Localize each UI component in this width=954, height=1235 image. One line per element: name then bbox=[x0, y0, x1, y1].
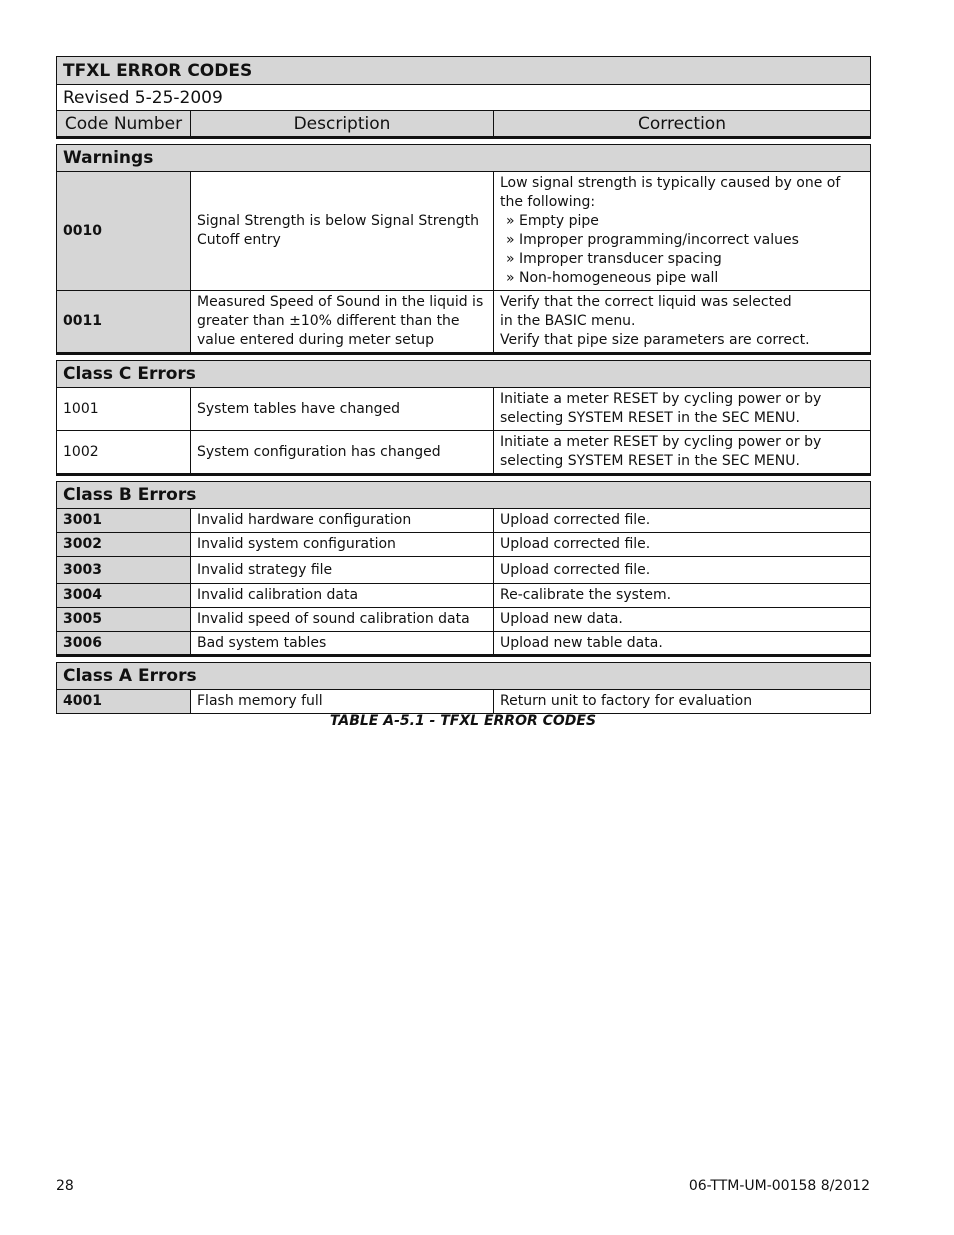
code-cell: 3004 bbox=[57, 584, 191, 608]
description-cell: System configuration has changed bbox=[191, 431, 494, 475]
revised-date: Revised 5-25-2009 bbox=[57, 85, 871, 111]
table-title: TFXL ERROR CODES bbox=[57, 57, 871, 85]
table-row bbox=[57, 584, 871, 608]
correction-cell: Upload new table data. bbox=[494, 632, 871, 656]
description-cell: Signal Strength is below Signal Strength Cutoff entry bbox=[191, 172, 494, 291]
section-title: Class B Errors bbox=[57, 482, 871, 509]
code-cell: 0011 bbox=[57, 291, 191, 354]
correction-cell: Return unit to factory for evaluation bbox=[494, 690, 871, 714]
correction-cell: Initiate a meter RESET by cycling power or by selecting SYSTEM RESET in the SEC MENU. bbox=[494, 388, 871, 431]
code-cell: 1002 bbox=[57, 431, 191, 475]
code-cell: 3006 bbox=[57, 632, 191, 656]
correction-cell: Upload corrected file. bbox=[494, 509, 871, 533]
correction-cell: Upload corrected file. bbox=[494, 533, 871, 557]
table-row bbox=[57, 291, 871, 354]
column-header-code: Code Number bbox=[57, 111, 191, 138]
section-separator bbox=[57, 138, 871, 145]
correction-intro: Low signal strength is typically caused by one of the following: bbox=[500, 175, 841, 210]
description-cell: System tables have changed bbox=[191, 388, 494, 431]
description-cell: Invalid strategy file bbox=[191, 557, 494, 584]
section-header-warnings bbox=[57, 145, 871, 172]
section-separator bbox=[57, 656, 871, 663]
table-row bbox=[57, 172, 871, 291]
correction-cell: Upload new data. bbox=[494, 608, 871, 632]
section-title: Warnings bbox=[57, 145, 871, 172]
code-cell: 3005 bbox=[57, 608, 191, 632]
correction-cell: Upload corrected file. bbox=[494, 557, 871, 584]
correction-line: Verify that the correct liquid was selected bbox=[500, 294, 792, 310]
table-row bbox=[57, 557, 871, 584]
code-cell: 3002 bbox=[57, 533, 191, 557]
revised-row bbox=[57, 85, 871, 111]
code-cell: 3003 bbox=[57, 557, 191, 584]
description-cell: Invalid system configuration bbox=[191, 533, 494, 557]
table-row bbox=[57, 388, 871, 431]
section-header-class-c bbox=[57, 361, 871, 388]
correction-bullet: » Improper programming/incorrect values bbox=[506, 232, 799, 248]
section-header-class-a bbox=[57, 663, 871, 690]
description-cell: Flash memory full bbox=[191, 690, 494, 714]
code-cell: 4001 bbox=[57, 690, 191, 714]
correction-cell bbox=[494, 291, 871, 354]
correction-line: Verify that pipe size parameters are correct. bbox=[500, 332, 810, 348]
correction-cell: Re-calibrate the system. bbox=[494, 584, 871, 608]
description-cell: Invalid hardware configuration bbox=[191, 509, 494, 533]
column-header-description: Description bbox=[191, 111, 494, 138]
section-separator bbox=[57, 354, 871, 361]
description-cell: Invalid calibration data bbox=[191, 584, 494, 608]
table-row bbox=[57, 533, 871, 557]
column-header-row bbox=[57, 111, 871, 138]
table-row bbox=[57, 632, 871, 656]
description-cell: Bad system tables bbox=[191, 632, 494, 656]
table-row bbox=[57, 690, 871, 714]
table-row bbox=[57, 431, 871, 475]
correction-bullet: » Improper transducer spacing bbox=[506, 251, 722, 267]
section-title: Class C Errors bbox=[57, 361, 871, 388]
document-id: 06-TTM-UM-00158 8/2012 bbox=[688, 1178, 870, 1194]
table-row bbox=[57, 509, 871, 533]
table-row bbox=[57, 608, 871, 632]
section-title: Class A Errors bbox=[57, 663, 871, 690]
description-cell: Measured Speed of Sound in the liquid is greater than ±10% different than the value entered during meter setup bbox=[191, 291, 494, 354]
column-header-correction: Correction bbox=[494, 111, 871, 138]
code-cell: 1001 bbox=[57, 388, 191, 431]
error-codes-table bbox=[56, 56, 871, 714]
correction-line: in the BASIC menu. bbox=[500, 313, 636, 329]
section-separator bbox=[57, 475, 871, 482]
table-caption: TABLE A-5.1 - TFXL ERROR CODES bbox=[329, 713, 597, 729]
page-number: 28 bbox=[56, 1178, 74, 1194]
code-cell: 0010 bbox=[57, 172, 191, 291]
correction-bullet: » Empty pipe bbox=[506, 213, 599, 229]
description-cell: Invalid speed of sound calibration data bbox=[191, 608, 494, 632]
correction-cell: Initiate a meter RESET by cycling power or by selecting SYSTEM RESET in the SEC MENU. bbox=[494, 431, 871, 475]
section-header-class-b bbox=[57, 482, 871, 509]
code-cell: 3001 bbox=[57, 509, 191, 533]
correction-cell bbox=[494, 172, 871, 291]
correction-bullet: » Non-homogeneous pipe wall bbox=[506, 270, 719, 286]
table-title-row bbox=[57, 57, 871, 85]
